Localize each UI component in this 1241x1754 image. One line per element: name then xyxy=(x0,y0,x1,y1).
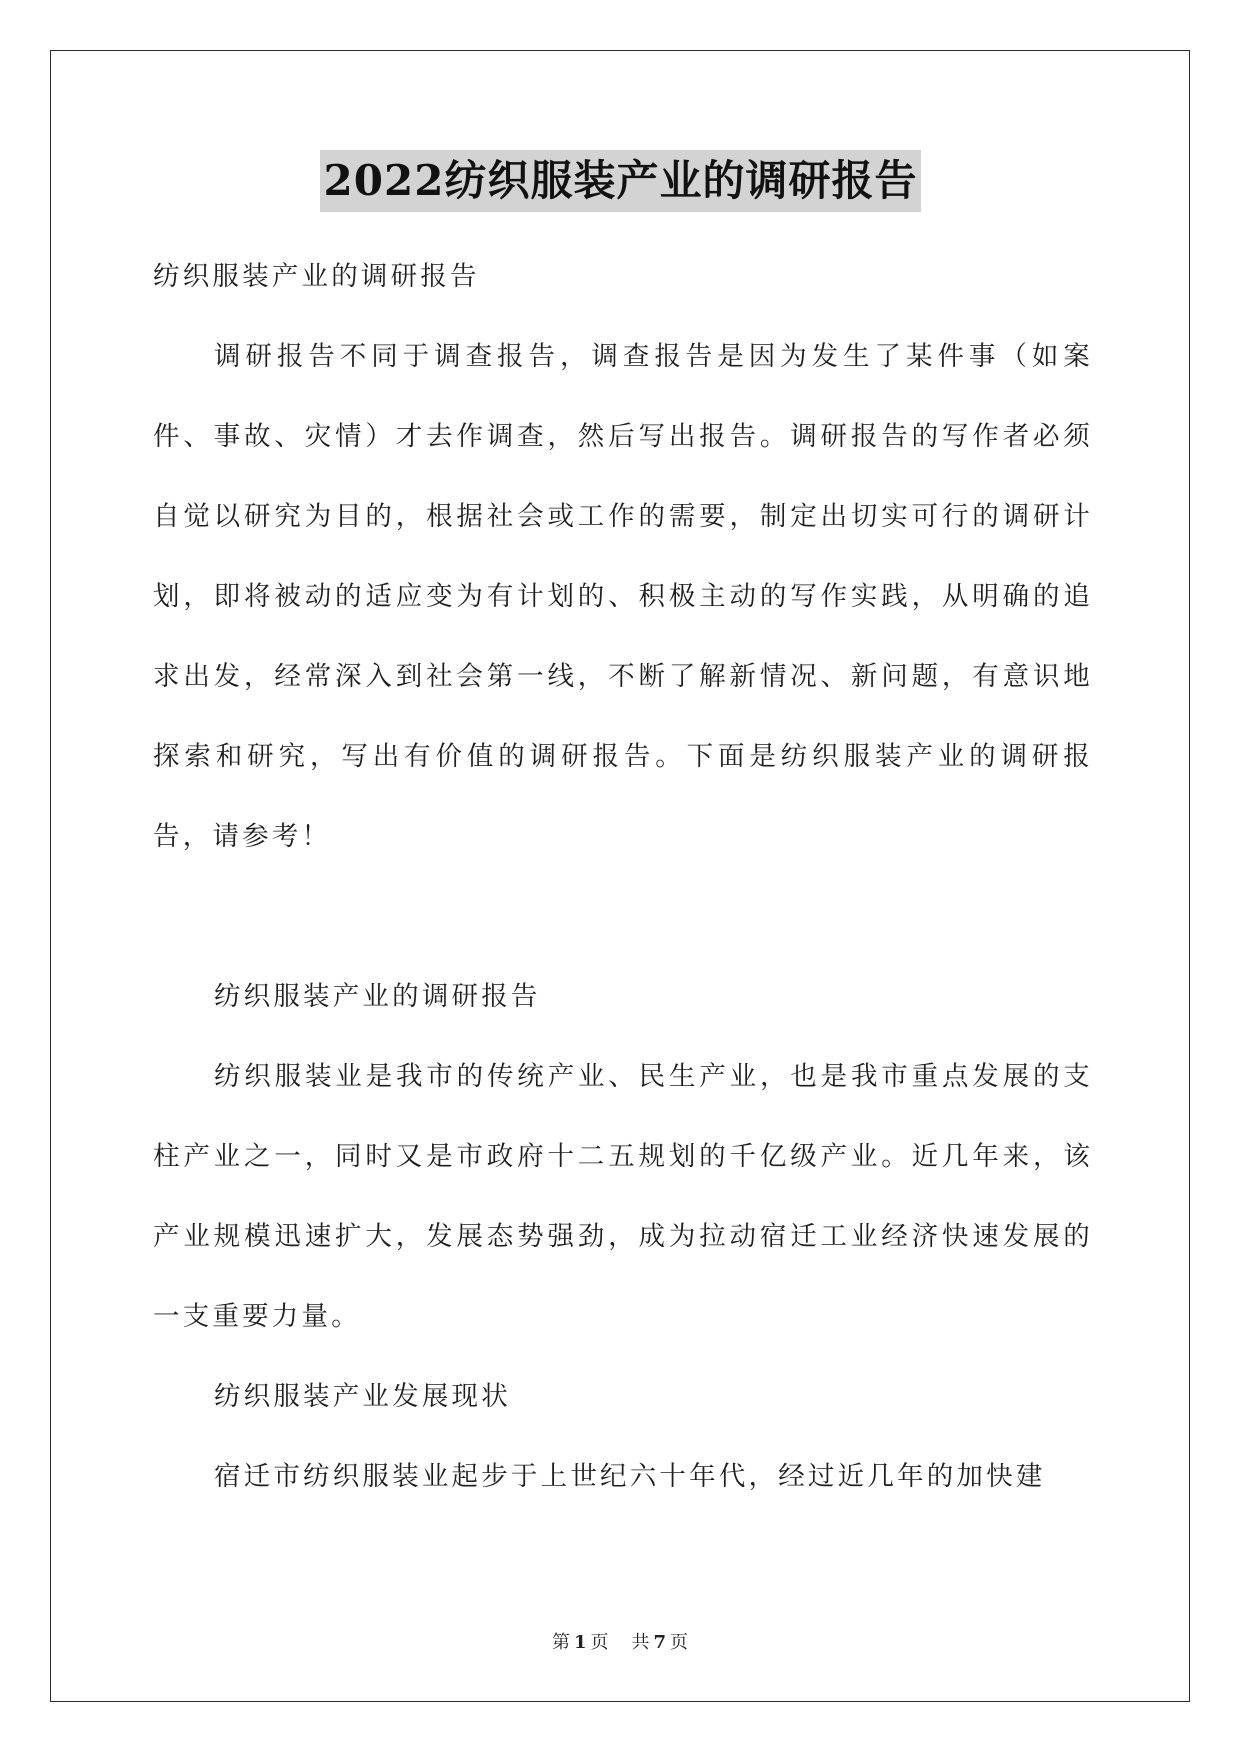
paragraph-spacer xyxy=(153,877,1093,957)
current-page-number: 1 xyxy=(573,1632,588,1653)
intro-paragraph: 调研报告不同于调查报告，调查报告是因为发生了某件事（如案件、事故、灾情）才去作调查，然后写出报告。调研报告的写作者必须自觉以研究为目的，根据社会或工作的需要，制定出切实可行的调研计划，即将被动的适应变为有计划的、积极主动的写作实践，从明确的追求出发，经常深入到社会第一线，不断了解新情况、新问题，有意识地探索和研究，写出有价值的调研报告。下面是纺织服装产业的调研报告，请参考！ xyxy=(153,341,1093,852)
footer-total-prefix: 共 xyxy=(631,1632,651,1653)
section-heading: 纺织服装产业的调研报告 xyxy=(213,981,541,1012)
total-page-count: 7 xyxy=(653,1632,668,1653)
document-title: 2022纺织服装产业的调研报告 xyxy=(320,150,922,212)
body-paragraph-status: 宿迁市纺织服装业起步于上世纪六十年代，经过近几年的加快建 xyxy=(213,1461,1046,1492)
subtitle-paragraph: 纺织服装产业的调研报告 xyxy=(153,261,480,292)
body-paragraph: 纺织服装业是我市的传统产业、民生产业，也是我市重点发展的支柱产业之一，同时又是市政府十二五规划的千亿级产业。近几年来，该产业规模迅速扩大，发展态势强劲，成为拉动宿迁工业经济快速发展的一支重要力量。 xyxy=(153,1061,1093,1332)
title-container xyxy=(0,150,1241,212)
section-heading-status: 纺织服装产业发展现状 xyxy=(213,1381,511,1412)
page-footer xyxy=(0,1628,1241,1654)
footer-total-label: 页 xyxy=(670,1632,690,1653)
document-body xyxy=(153,237,1093,1517)
footer-page-label: 页 xyxy=(590,1632,610,1653)
footer-prefix: 第 xyxy=(551,1632,571,1653)
